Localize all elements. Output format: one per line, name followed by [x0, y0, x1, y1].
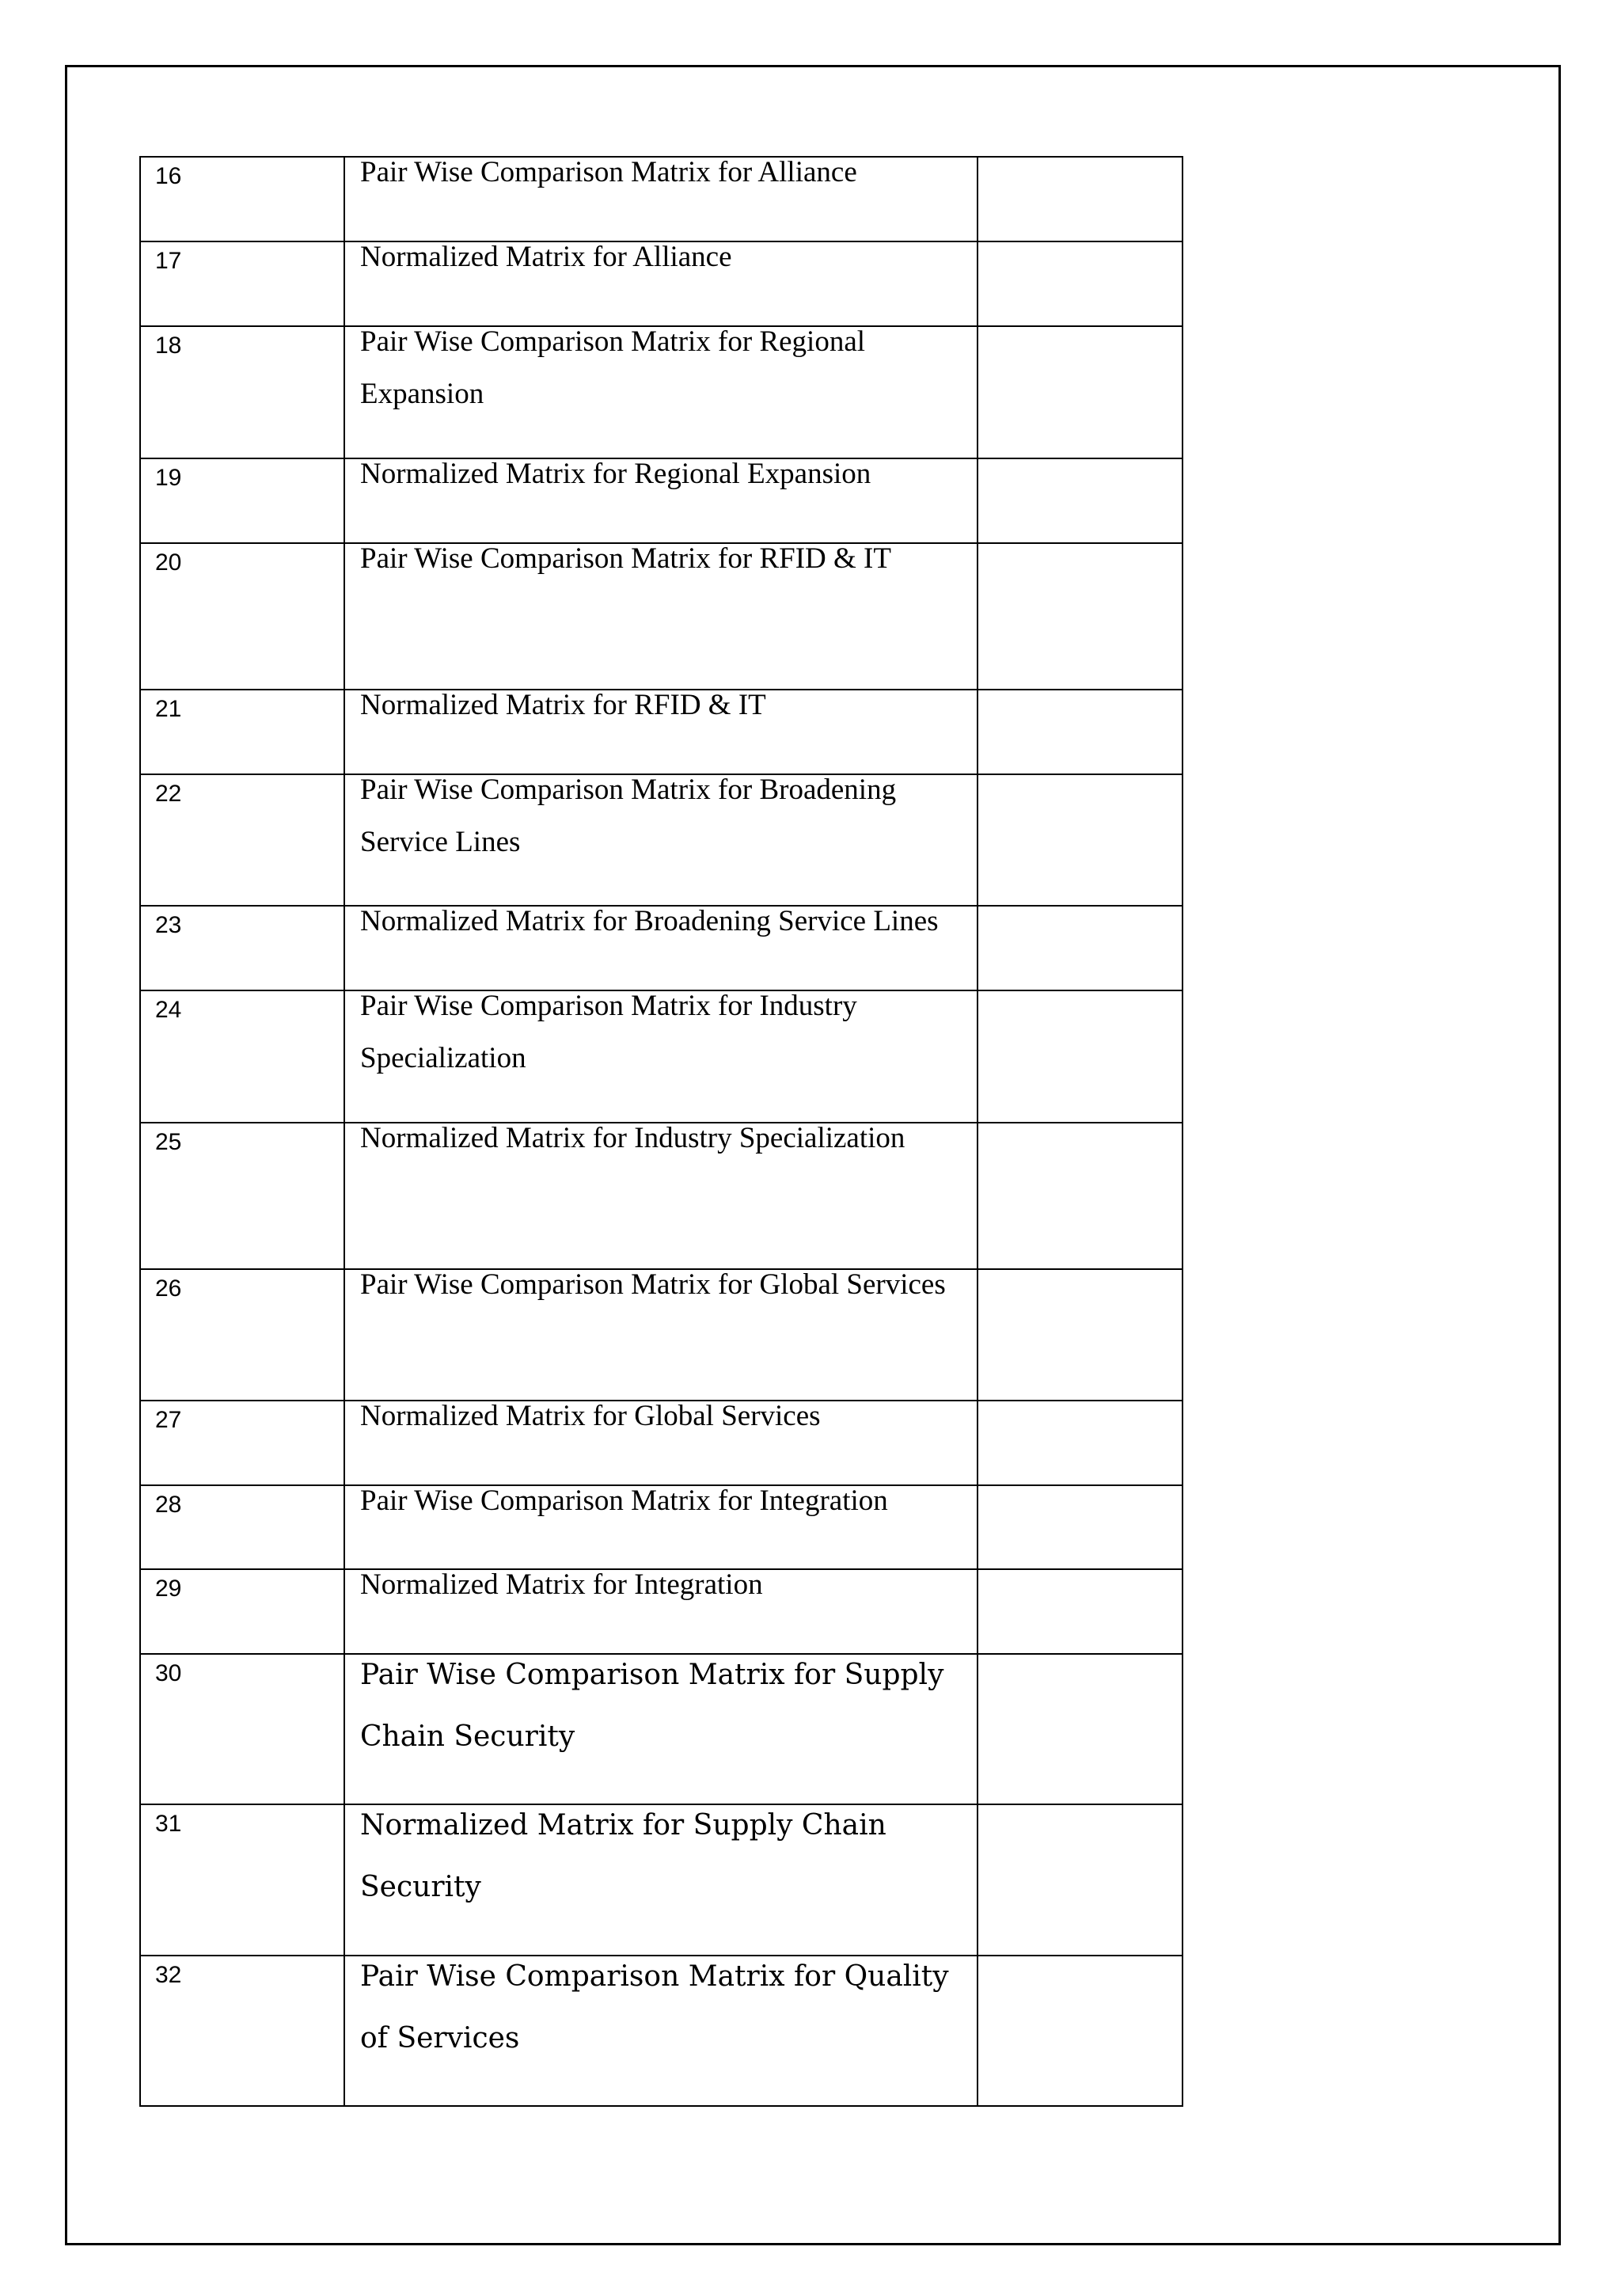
table-row	[140, 1569, 1183, 1654]
row-title: Pair Wise Comparison Matrix for Integration	[360, 1484, 888, 1517]
row-number-cell	[140, 1569, 344, 1654]
row-page-cell	[978, 1654, 1183, 1804]
row-number-cell	[140, 458, 344, 543]
row-number-cell	[140, 990, 344, 1123]
table-row	[140, 906, 1183, 990]
row-number: 23	[155, 912, 182, 938]
list-of-tables	[139, 156, 1183, 2107]
row-page-cell	[978, 241, 1183, 326]
row-number-cell	[140, 1269, 344, 1401]
row-title: Pair Wise Comparison Matrix for Industry Specialization	[360, 990, 857, 1074]
row-title-cell	[344, 157, 978, 241]
row-number-cell	[140, 1804, 344, 1956]
row-page-cell	[978, 906, 1183, 990]
row-number-cell	[140, 1654, 344, 1804]
row-page-cell	[978, 1956, 1183, 2106]
row-number: 31	[155, 1811, 182, 1837]
row-number: 24	[155, 997, 182, 1023]
row-page-cell	[978, 458, 1183, 543]
row-title-cell	[344, 1401, 978, 1485]
row-title: Pair Wise Comparison Matrix for Regional Expansion	[360, 325, 866, 410]
row-number: 16	[155, 163, 182, 189]
table-row	[140, 1485, 1183, 1569]
row-title: Normalized Matrix for RFID & IT	[360, 689, 766, 721]
row-title-cell	[344, 906, 978, 990]
row-number-cell	[140, 690, 344, 774]
table-row	[140, 774, 1183, 906]
table-row	[140, 990, 1183, 1123]
table-row	[140, 1956, 1183, 2106]
row-page-cell	[978, 1401, 1183, 1485]
row-title: Normalized Matrix for Industry Specialization	[360, 1122, 905, 1154]
table-row	[140, 1123, 1183, 1269]
table-row	[140, 543, 1183, 690]
row-number: 17	[155, 248, 182, 274]
row-title: Normalized Matrix for Supply Chain Security	[360, 1809, 886, 1903]
row-number: 20	[155, 549, 182, 576]
row-page-cell	[978, 1269, 1183, 1401]
table-row	[140, 458, 1183, 543]
table-row	[140, 1804, 1183, 1956]
row-title-cell	[344, 326, 978, 458]
row-page-cell	[978, 774, 1183, 906]
row-title: Pair Wise Comparison Matrix for Alliance	[360, 156, 857, 188]
row-title-cell	[344, 1569, 978, 1654]
row-title-cell	[344, 1804, 978, 1956]
row-title-cell	[344, 690, 978, 774]
row-number: 22	[155, 781, 182, 807]
row-title: Normalized Matrix for Global Services	[360, 1400, 821, 1432]
row-number-cell	[140, 241, 344, 326]
row-number: 18	[155, 333, 182, 359]
row-page-cell	[978, 990, 1183, 1123]
row-number-cell	[140, 543, 344, 690]
row-page-cell	[978, 1485, 1183, 1569]
table-row	[140, 241, 1183, 326]
row-title: Pair Wise Comparison Matrix for Supply Chain Security	[360, 1659, 944, 1753]
table-row	[140, 690, 1183, 774]
table-row	[140, 326, 1183, 458]
row-title-cell	[344, 458, 978, 543]
row-page-cell	[978, 157, 1183, 241]
row-number: 28	[155, 1492, 182, 1518]
table-row	[140, 157, 1183, 241]
row-title: Normalized Matrix for Regional Expansion	[360, 458, 871, 490]
row-number: 19	[155, 465, 182, 491]
row-number: 21	[155, 696, 182, 722]
row-title: Pair Wise Comparison Matrix for Global Services	[360, 1268, 946, 1301]
row-title-cell	[344, 1485, 978, 1569]
table-row	[140, 1269, 1183, 1401]
table-row	[140, 1654, 1183, 1804]
row-title-cell	[344, 1654, 978, 1804]
row-number-cell	[140, 1485, 344, 1569]
row-number: 26	[155, 1275, 182, 1302]
row-title: Pair Wise Comparison Matrix for Broadening Service Lines	[360, 774, 897, 858]
row-number: 32	[155, 1962, 182, 1988]
row-number: 25	[155, 1129, 182, 1155]
row-title-cell	[344, 990, 978, 1123]
row-page-cell	[978, 1569, 1183, 1654]
row-number: 30	[155, 1660, 182, 1686]
row-page-cell	[978, 1804, 1183, 1956]
row-page-cell	[978, 690, 1183, 774]
row-number: 27	[155, 1407, 182, 1433]
row-number: 29	[155, 1576, 182, 1602]
row-title: Normalized Matrix for Integration	[360, 1568, 763, 1601]
row-page-cell	[978, 326, 1183, 458]
row-number-cell	[140, 906, 344, 990]
row-title: Pair Wise Comparison Matrix for Quality of Services	[360, 1960, 949, 2055]
table-row	[140, 1401, 1183, 1485]
row-title-cell	[344, 1269, 978, 1401]
row-number-cell	[140, 1123, 344, 1269]
row-number-cell	[140, 326, 344, 458]
row-title: Normalized Matrix for Alliance	[360, 241, 732, 273]
row-number-cell	[140, 774, 344, 906]
row-page-cell	[978, 1123, 1183, 1269]
row-page-cell	[978, 543, 1183, 690]
row-title: Normalized Matrix for Broadening Service Lines	[360, 905, 939, 937]
row-title: Pair Wise Comparison Matrix for RFID & IT	[360, 542, 891, 575]
row-title-cell	[344, 1956, 978, 2106]
row-title-cell	[344, 1123, 978, 1269]
row-title-cell	[344, 543, 978, 690]
row-title-cell	[344, 774, 978, 906]
row-title-cell	[344, 241, 978, 326]
row-number-cell	[140, 1401, 344, 1485]
row-number-cell	[140, 157, 344, 241]
row-number-cell	[140, 1956, 344, 2106]
